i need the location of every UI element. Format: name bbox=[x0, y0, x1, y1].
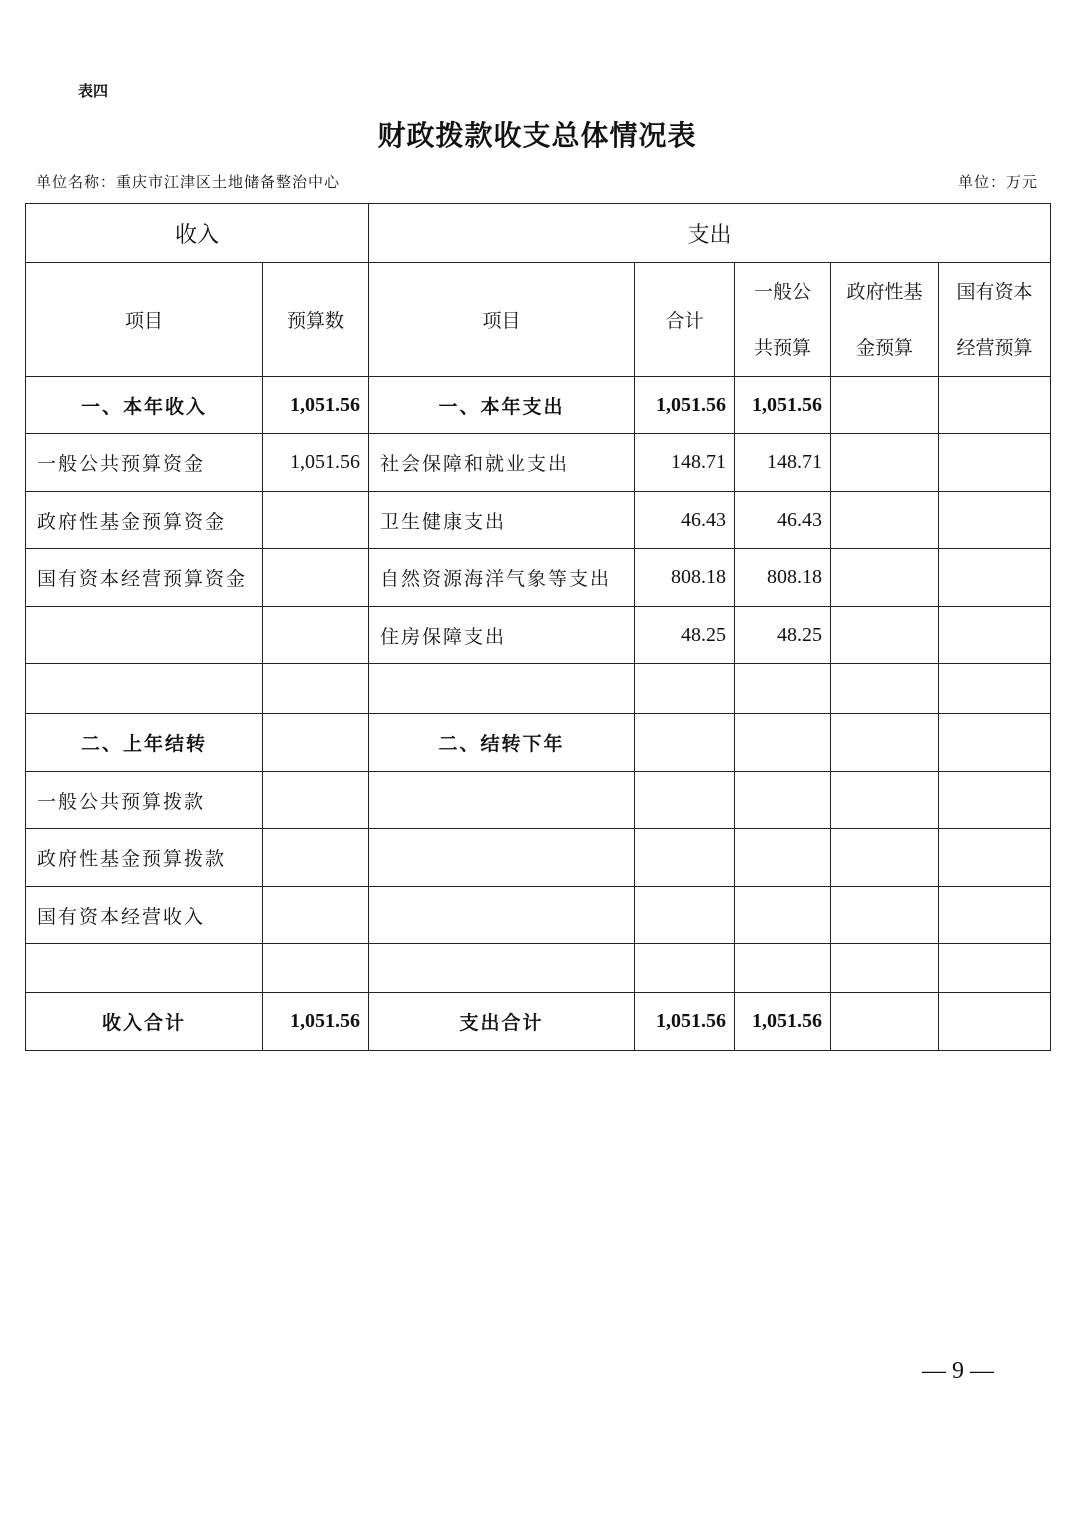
general-cell bbox=[735, 664, 831, 714]
expense-item-cell bbox=[369, 772, 635, 829]
table-row bbox=[26, 607, 1051, 664]
table-label: 表四 bbox=[78, 82, 109, 100]
total-cell: 808.18 bbox=[635, 549, 735, 607]
fund-cell bbox=[831, 492, 939, 549]
general-cell: 48.25 bbox=[735, 607, 831, 664]
budget-total-cell: 1,051.56 bbox=[263, 993, 369, 1051]
col-budget-header: 预算数 bbox=[263, 263, 369, 377]
table-row bbox=[26, 664, 1051, 714]
total-sum-cell: 1,051.56 bbox=[635, 993, 735, 1051]
total-cell bbox=[635, 829, 735, 887]
state-cell bbox=[939, 772, 1051, 829]
budget-cell: 1,051.56 bbox=[263, 434, 369, 492]
income-item-cell: 一般公共预算资金 bbox=[26, 434, 263, 492]
total-cell: 48.25 bbox=[635, 607, 735, 664]
general-cell: 808.18 bbox=[735, 549, 831, 607]
income-item-cell bbox=[26, 944, 263, 993]
general-cell bbox=[735, 772, 831, 829]
budget-cell bbox=[263, 772, 369, 829]
expense-item-cell: 二、结转下年 bbox=[369, 714, 635, 772]
budget-cell bbox=[263, 944, 369, 993]
page-title: 财政拨款收支总体情况表 bbox=[377, 119, 697, 152]
table-total-row bbox=[26, 993, 1051, 1051]
expense-item-cell: 卫生健康支出 bbox=[369, 492, 635, 549]
unit-name: 单位名称：重庆市江津区土地储备整治中心 bbox=[36, 173, 341, 191]
table-row bbox=[26, 829, 1051, 887]
col-general-header bbox=[735, 263, 831, 377]
table-row bbox=[26, 944, 1051, 993]
table-row bbox=[26, 714, 1051, 772]
unit-label: 单位：万元 bbox=[957, 173, 1038, 191]
table-row bbox=[26, 772, 1051, 829]
col-state-header bbox=[939, 263, 1051, 377]
general-cell bbox=[735, 714, 831, 772]
general-cell: 1,051.56 bbox=[735, 377, 831, 434]
expense-item-cell bbox=[369, 944, 635, 993]
expense-item-cell: 社会保障和就业支出 bbox=[369, 434, 635, 492]
income-header: 收入 bbox=[26, 204, 369, 263]
col-income-item-header: 项目 bbox=[26, 263, 263, 377]
table-column-header-row bbox=[26, 263, 1051, 377]
budget-cell bbox=[263, 714, 369, 772]
total-cell bbox=[635, 664, 735, 714]
budget-cell bbox=[263, 492, 369, 549]
budget-cell bbox=[263, 664, 369, 714]
fund-cell bbox=[831, 944, 939, 993]
total-cell bbox=[635, 772, 735, 829]
state-cell bbox=[939, 714, 1051, 772]
expense-header: 支出 bbox=[369, 204, 1051, 263]
income-item-cell: 国有资本经营预算资金 bbox=[26, 549, 263, 607]
income-item-cell bbox=[26, 607, 263, 664]
general-cell: 148.71 bbox=[735, 434, 831, 492]
state-cell bbox=[939, 944, 1051, 993]
fund-cell bbox=[831, 549, 939, 607]
col-general-header-line2: 共预算 bbox=[754, 336, 812, 359]
fund-cell bbox=[831, 664, 939, 714]
state-cell bbox=[939, 887, 1051, 944]
col-expense-item-header: 项目 bbox=[369, 263, 635, 377]
table-section-header-row bbox=[26, 204, 1051, 263]
fund-cell bbox=[831, 829, 939, 887]
state-cell bbox=[939, 377, 1051, 434]
expense-item-cell bbox=[369, 829, 635, 887]
total-cell: 148.71 bbox=[635, 434, 735, 492]
income-total-label: 收入合计 bbox=[26, 993, 263, 1051]
total-cell: 1,051.56 bbox=[635, 377, 735, 434]
expense-item-cell bbox=[369, 887, 635, 944]
col-fund-header bbox=[831, 263, 939, 377]
table-row bbox=[26, 377, 1051, 434]
col-total-header: 合计 bbox=[635, 263, 735, 377]
state-cell bbox=[939, 492, 1051, 549]
state-cell bbox=[939, 607, 1051, 664]
col-state-header-line2: 经营预算 bbox=[956, 336, 1033, 359]
budget-cell bbox=[263, 607, 369, 664]
budget-cell bbox=[263, 887, 369, 944]
expense-item-cell: 自然资源海洋气象等支出 bbox=[369, 549, 635, 607]
income-item-cell: 一般公共预算拨款 bbox=[26, 772, 263, 829]
table-row bbox=[26, 434, 1051, 492]
income-item-cell: 二、上年结转 bbox=[26, 714, 263, 772]
expense-item-cell bbox=[369, 664, 635, 714]
col-fund-header-line1: 政府性基 bbox=[846, 280, 923, 303]
income-item-cell: 一、本年收入 bbox=[26, 377, 263, 434]
state-sum-cell bbox=[939, 993, 1051, 1051]
total-cell: 46.43 bbox=[635, 492, 735, 549]
general-sum-cell: 1,051.56 bbox=[735, 993, 831, 1051]
general-cell bbox=[735, 829, 831, 887]
budget-cell: 1,051.56 bbox=[263, 377, 369, 434]
col-state-header-line1: 国有资本 bbox=[956, 280, 1033, 303]
general-cell bbox=[735, 887, 831, 944]
expense-total-label: 支出合计 bbox=[369, 993, 635, 1051]
budget-cell bbox=[263, 549, 369, 607]
total-cell bbox=[635, 887, 735, 944]
finance-table bbox=[25, 203, 1051, 1051]
income-item-cell: 国有资本经营收入 bbox=[26, 887, 263, 944]
table-row bbox=[26, 492, 1051, 549]
fund-cell bbox=[831, 377, 939, 434]
state-cell bbox=[939, 829, 1051, 887]
fund-cell bbox=[831, 607, 939, 664]
col-general-header-line1: 一般公 bbox=[754, 280, 812, 303]
fund-cell bbox=[831, 434, 939, 492]
table-row bbox=[26, 887, 1051, 944]
fund-cell bbox=[831, 714, 939, 772]
general-cell: 46.43 bbox=[735, 492, 831, 549]
state-cell bbox=[939, 434, 1051, 492]
fund-cell bbox=[831, 887, 939, 944]
expense-item-cell: 一、本年支出 bbox=[369, 377, 635, 434]
income-item-cell: 政府性基金预算拨款 bbox=[26, 829, 263, 887]
total-cell bbox=[635, 714, 735, 772]
general-cell bbox=[735, 944, 831, 993]
fund-sum-cell bbox=[831, 993, 939, 1051]
budget-cell bbox=[263, 829, 369, 887]
col-fund-header-line2: 金预算 bbox=[856, 336, 914, 359]
page-number: — 9 — bbox=[922, 1358, 994, 1384]
table-row bbox=[26, 549, 1051, 607]
fund-cell bbox=[831, 772, 939, 829]
income-item-cell bbox=[26, 664, 263, 714]
expense-item-cell: 住房保障支出 bbox=[369, 607, 635, 664]
income-item-cell: 政府性基金预算资金 bbox=[26, 492, 263, 549]
total-cell bbox=[635, 944, 735, 993]
state-cell bbox=[939, 549, 1051, 607]
state-cell bbox=[939, 664, 1051, 714]
